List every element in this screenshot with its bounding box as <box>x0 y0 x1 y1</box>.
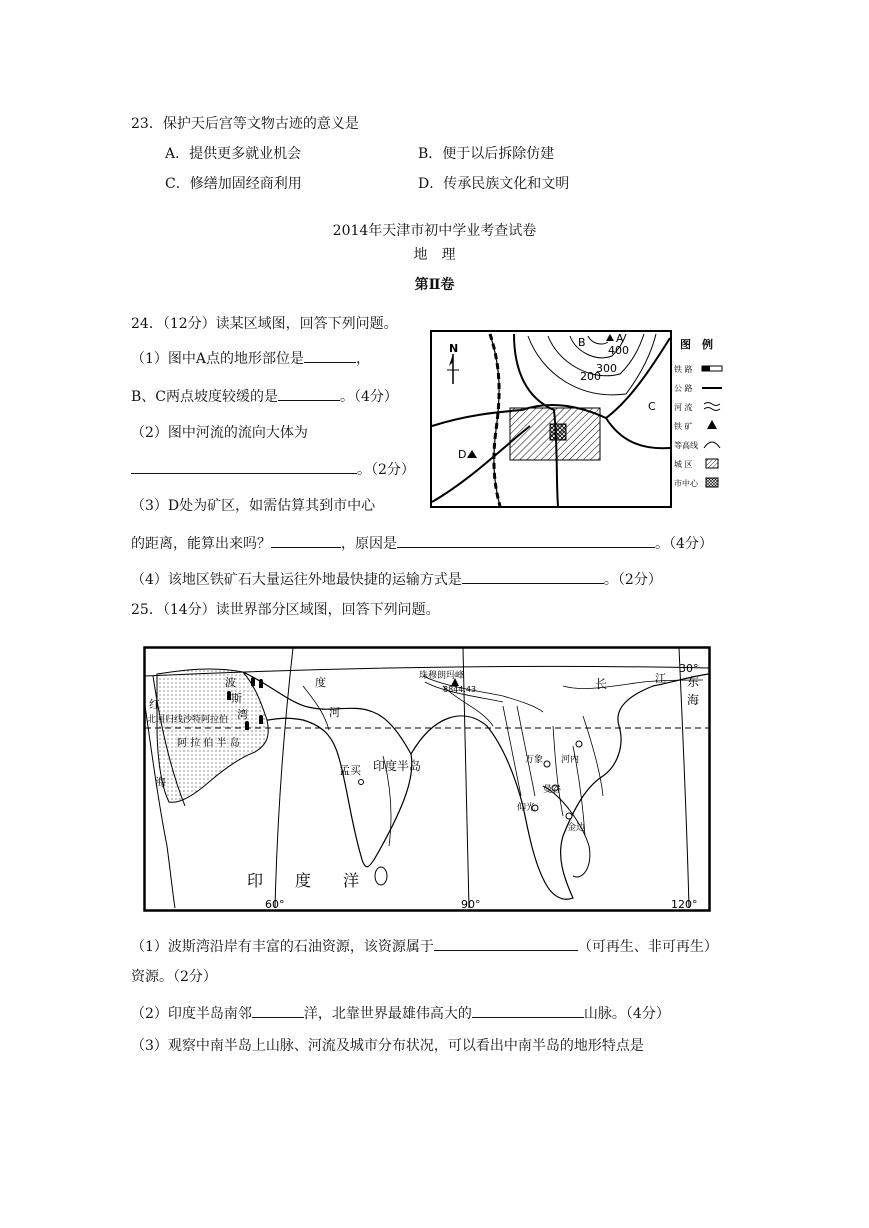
contour-300-label: 300 <box>596 362 617 375</box>
legend-contour-symbol <box>704 442 720 448</box>
section-title: 第Ⅱ卷 <box>414 277 455 293</box>
subject-title: 地 理 <box>413 247 456 263</box>
q25-part1-blank[interactable] <box>434 935 578 951</box>
label-a: A <box>616 332 624 345</box>
label-indus-he: 河 <box>329 706 340 719</box>
city-center <box>550 424 566 440</box>
legend-title: 图 例 <box>680 338 713 351</box>
label-tropic: 北回归线沙特阿拉伯 <box>147 715 229 725</box>
legend-center-label: 市中心 <box>674 479 698 488</box>
legend-road-label: 公 路 <box>674 384 693 393</box>
q25-part2-text-b: 洋，北靠世界最雄伟高大的 <box>303 1006 472 1022</box>
label-bangkok: 曼谷 <box>543 785 562 795</box>
q25-part1-line2: 资源。（2分） <box>131 969 217 985</box>
legend-urban-label: 城 区 <box>674 460 693 469</box>
legend-river-symbol <box>704 403 720 411</box>
legend-contour-label: 等高线 <box>674 441 698 450</box>
label-yangtze-chang: 长 <box>595 677 608 691</box>
legend-iron-symbol <box>707 420 717 429</box>
q24-part3-line2 <box>131 532 713 554</box>
q24-part1-blank-b[interactable] <box>278 385 340 401</box>
q24-part4-end: 。（2分） <box>603 572 662 588</box>
q24-part4 <box>131 568 662 590</box>
label-yangtze-jiang: 江 <box>655 672 666 685</box>
legend-urban-symbol <box>706 459 718 468</box>
q24-part2-line2 <box>131 458 415 480</box>
q24-region-map <box>430 330 672 508</box>
label-hanoi: 河内 <box>561 755 580 765</box>
label-wan: 湾 <box>237 708 248 721</box>
label-everest: 珠穆朗玛峰 <box>419 671 465 681</box>
q25-part1-text: （1）波斯湾沿岸有丰富的石油资源，该资源属于 <box>131 939 434 955</box>
q23-option-a: A．提供更多就业机会 <box>165 146 302 162</box>
q25-part2-blank-b[interactable] <box>472 1002 584 1018</box>
label-lat-30: 30° <box>679 662 699 675</box>
legend-railway-label: 铁 路 <box>674 365 693 374</box>
q23-stem: 23．保护天后宫等文物古迹的意义是 <box>131 116 359 132</box>
q24-part3-text: 的距离，能算出来吗？ <box>131 536 271 552</box>
q25-part2-text-a: （2）印度半岛南邻 <box>131 1006 252 1022</box>
label-lon-120: 120° <box>671 898 698 911</box>
label-red-hong: 红 <box>149 698 160 711</box>
q25-part3: （3）观察中南半岛上山脉、河流及城市分布状况，可以看出中南半岛的地形特点是 <box>131 1038 644 1054</box>
q25-part2 <box>131 1002 670 1024</box>
label-phnom-penh: 金边 <box>567 823 586 833</box>
label-bo: 波 <box>225 676 236 689</box>
q23-option-d: D．传承民族文化和文明 <box>418 176 570 192</box>
label-lon-60: 60° <box>265 898 285 911</box>
label-lon-90: 90° <box>461 898 481 911</box>
q24-part3-mid: ，原因是 <box>341 536 397 552</box>
q24-part3-end: 。（4分） <box>655 536 713 552</box>
q24-part1b-end: 。（4分） <box>340 389 398 405</box>
label-indus-du: 度 <box>315 676 326 689</box>
label-c: C <box>648 400 656 413</box>
contour-400-label: 400 <box>608 344 629 357</box>
q24-part3-blank-b[interactable] <box>397 532 655 548</box>
q25-part1-end: （可再生、非可再生） <box>577 939 718 955</box>
q24-part3-line1: （3）D处为矿区，如需估算其到市中心 <box>131 498 376 514</box>
north-label: N <box>449 342 459 355</box>
q24-part4-text: （4）该地区铁矿石大量运往外地最快捷的运输方式是 <box>131 572 462 588</box>
label-east-sea-hai: 海 <box>687 693 700 707</box>
q24-part2-end: 。（2分） <box>357 462 415 478</box>
q24-part1-line1 <box>131 347 370 369</box>
label-yangon: 仰光 <box>517 803 536 813</box>
q24-part3-blank-a[interactable] <box>271 532 341 548</box>
q25-part1-line1 <box>131 935 718 957</box>
label-east-sea-dong: 东 <box>687 675 700 689</box>
label-mumbai: 孟买 <box>339 764 361 777</box>
q25-part2-blank-a[interactable] <box>252 1002 304 1018</box>
q24-part1-comma: ， <box>356 351 371 367</box>
label-vientiane: 万象 <box>525 755 544 765</box>
q23-option-c: C．修缮加固经商利用 <box>165 176 302 192</box>
label-d: D <box>458 448 467 461</box>
label-si: 斯 <box>231 692 242 705</box>
q24-part2-text: （2）图中河流的流向大体为 <box>131 425 308 441</box>
label-everest-height: 8844.43 <box>443 685 477 694</box>
legend-center-symbol <box>706 478 718 487</box>
label-b: B <box>578 336 586 349</box>
q24-part1-blank-a[interactable] <box>304 347 356 363</box>
q24-part2-blank[interactable] <box>131 458 357 474</box>
label-indian-ocean: 印 度 洋 <box>247 871 360 890</box>
label-arabian-peninsula: 阿 拉 伯 半 岛 <box>177 738 240 749</box>
q24-part1b-text: B、C两点坡度较缓的是 <box>131 389 278 405</box>
exam-title: 2014年天津市初中学业考查试卷 <box>332 223 537 239</box>
q24-part1-text: （1）图中A点的地形部位是 <box>131 351 305 367</box>
label-india-peninsula: 印度半岛 <box>373 759 422 773</box>
q25-stem: 25．（14分）读世界部分区域图，回答下列问题。 <box>131 602 440 618</box>
legend-river-label: 河 流 <box>674 403 693 412</box>
q25-world-map <box>143 646 711 912</box>
q24-part4-blank[interactable] <box>462 568 604 584</box>
legend-railway-fill <box>702 366 710 371</box>
legend-iron-label: 铁 矿 <box>674 422 693 431</box>
q24-stem: 24．（12分）读某区域图，回答下列问题。 <box>131 316 398 332</box>
label-red-hai: 海 <box>155 776 166 789</box>
q24-legend <box>672 334 734 494</box>
contour-200-label: 200 <box>580 370 601 383</box>
q24-part1-line2 <box>131 385 398 407</box>
q25-part2-end: 山脉。（4分） <box>583 1006 670 1022</box>
q23-option-b: B．便于以后拆除仿建 <box>418 146 555 162</box>
